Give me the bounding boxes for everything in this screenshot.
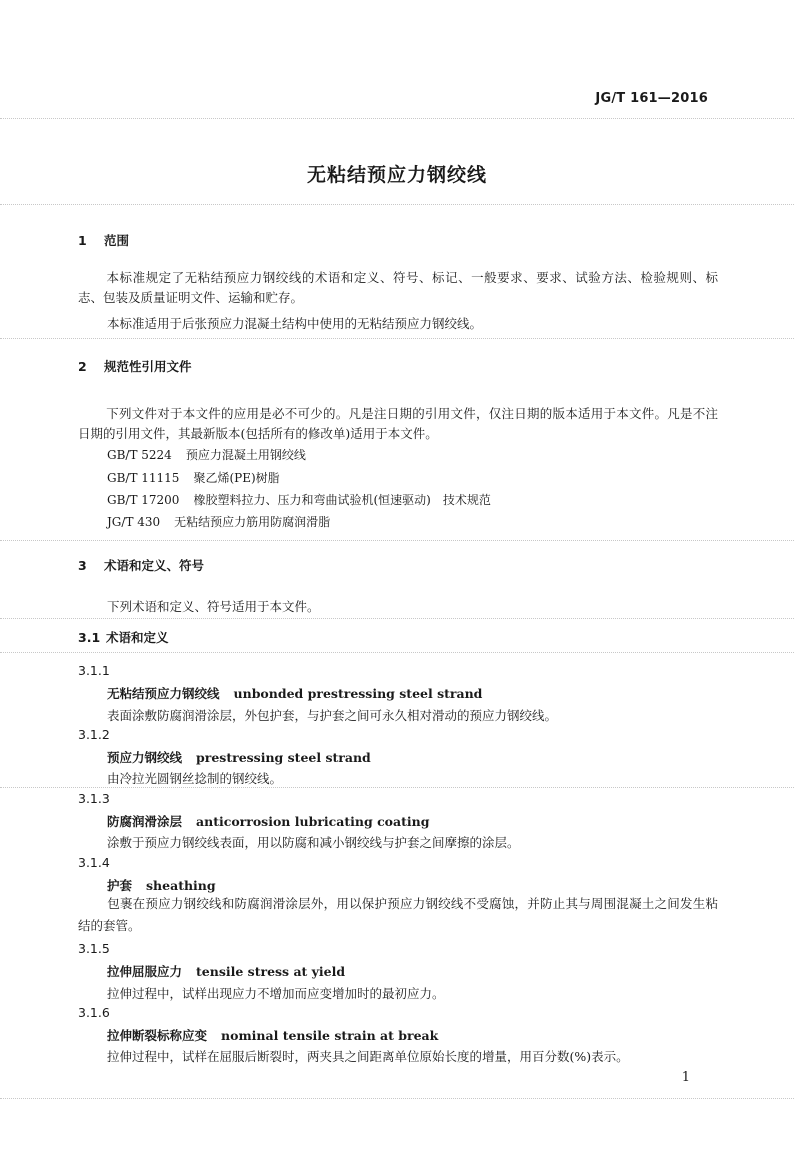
term-definition: 由冷拉光圆钢丝捻制的钢绞线。 xyxy=(107,771,283,786)
term-number: 3.1.6 xyxy=(78,1005,110,1020)
section-2-heading xyxy=(78,357,192,375)
page-number: 1 xyxy=(681,1070,690,1085)
section-3-heading xyxy=(78,556,204,574)
section-number: 1 xyxy=(78,233,87,248)
reference-code: GB/T 11115 xyxy=(107,471,180,485)
section-title: 术语和定义、符号 xyxy=(104,558,205,573)
reference-code: GB/T 5224 xyxy=(107,448,172,462)
reference-item xyxy=(107,513,330,530)
divider xyxy=(0,540,794,541)
term-english: prestressing steel strand xyxy=(196,750,371,765)
term-chinese: 无粘结预应力钢绞线 xyxy=(107,686,220,701)
term-chinese: 预应力钢绞线 xyxy=(107,750,183,765)
term-chinese: 护套 xyxy=(107,878,133,893)
term-number: 3.1.2 xyxy=(78,727,110,742)
term-heading xyxy=(107,876,216,894)
definition-text: 包裹在预应力钢绞线和防腐润滑涂层外，用以保护预应力钢绞线不受腐蚀，并防止其与周围混凝土之间发生粘结的套管。 xyxy=(78,896,718,933)
header-rule xyxy=(0,118,794,119)
term-definition: 涂敷于预应力钢绞线表面，用以防腐和减小钢绞线与护套之间摩擦的涂层。 xyxy=(107,835,520,850)
paragraph-text: 本标准规定了无粘结预应力钢绞线的术语和定义、符号、标记、一般要求、要求、试验方法、检验规则、标志、包装及质量证明文件、运输和贮存。 xyxy=(78,270,718,305)
section-1-paragraph-2: 本标准适用于后张预应力混凝土结构中使用的无粘结预应力钢绞线。 xyxy=(107,316,483,331)
term-english: anticorrosion lubricating coating xyxy=(196,814,430,829)
reference-item xyxy=(107,491,491,508)
standard-code: JG/T 161—2016 xyxy=(595,91,708,106)
term-number: 3.1.5 xyxy=(78,941,110,956)
divider xyxy=(0,338,794,339)
term-heading xyxy=(107,962,345,980)
term-heading xyxy=(107,812,429,830)
term-definition: 拉伸过程中，试样在屈服后断裂时，两夹具之间距离单位原始长度的增量，用百分数(%)表示。 xyxy=(107,1049,629,1064)
divider xyxy=(0,652,794,653)
term-number: 3.1.3 xyxy=(78,791,110,806)
term-heading xyxy=(107,1026,438,1044)
divider xyxy=(0,618,794,619)
term-number: 3.1.4 xyxy=(78,855,110,870)
divider xyxy=(0,787,794,788)
section-title: 范围 xyxy=(104,233,130,248)
document-title: 无粘结预应力钢绞线 xyxy=(306,164,487,186)
reference-item xyxy=(107,446,306,463)
term-chinese: 拉伸断裂标称应变 xyxy=(107,1028,208,1043)
section-number: 2 xyxy=(78,359,87,374)
term-english: nominal tensile strain at break xyxy=(221,1028,439,1043)
subsection-title: 术语和定义 xyxy=(106,630,169,645)
section-1-paragraph-1 xyxy=(78,268,718,308)
reference-code: JG/T 430 xyxy=(107,515,161,529)
footer-rule xyxy=(0,1098,794,1099)
section-1-heading xyxy=(78,231,129,249)
term-heading xyxy=(107,684,482,702)
paragraph-text: 下列文件对于本文件的应用是必不可少的。凡是注日期的引用文件，仅注日期的版本适用于本文件。凡是不注日期的引用文件，其最新版本(包括所有的修改单)适用于本文件。 xyxy=(78,406,718,441)
term-english: unbonded prestressing steel strand xyxy=(233,686,483,701)
section-title: 规范性引用文件 xyxy=(104,359,192,374)
reference-name: 预应力混凝土用钢绞线 xyxy=(185,448,306,462)
section-3-paragraph-1: 下列术语和定义、符号适用于本文件。 xyxy=(107,599,320,614)
term-chinese: 防腐润滑涂层 xyxy=(107,814,183,829)
subsection-number: 3.1 xyxy=(78,630,101,645)
term-number: 3.1.1 xyxy=(78,663,110,678)
reference-name: 无粘结预应力筋用防腐润滑脂 xyxy=(174,515,331,529)
reference-item xyxy=(107,469,280,486)
term-heading xyxy=(107,748,371,766)
term-chinese: 拉伸屈服应力 xyxy=(107,964,183,979)
term-english: tensile stress at yield xyxy=(196,964,346,979)
term-definition: 拉伸过程中，试样出现应力不增加而应变增加时的最初应力。 xyxy=(107,986,445,1001)
reference-name: 聚乙烯(PE)树脂 xyxy=(193,471,280,485)
subsection-3-1-heading xyxy=(78,628,169,646)
divider xyxy=(0,204,794,205)
section-number: 3 xyxy=(78,558,87,573)
reference-name: 橡胶塑料拉力、压力和弯曲试验机(恒速驱动) 技术规范 xyxy=(193,493,491,507)
term-english: sheathing xyxy=(146,878,216,893)
term-definition: 表面涂敷防腐润滑涂层，外包护套，与护套之间可永久相对滑动的预应力钢绞线。 xyxy=(107,708,558,723)
section-2-paragraph-1 xyxy=(78,404,718,444)
term-definition xyxy=(78,893,718,937)
reference-code: GB/T 17200 xyxy=(107,493,180,507)
